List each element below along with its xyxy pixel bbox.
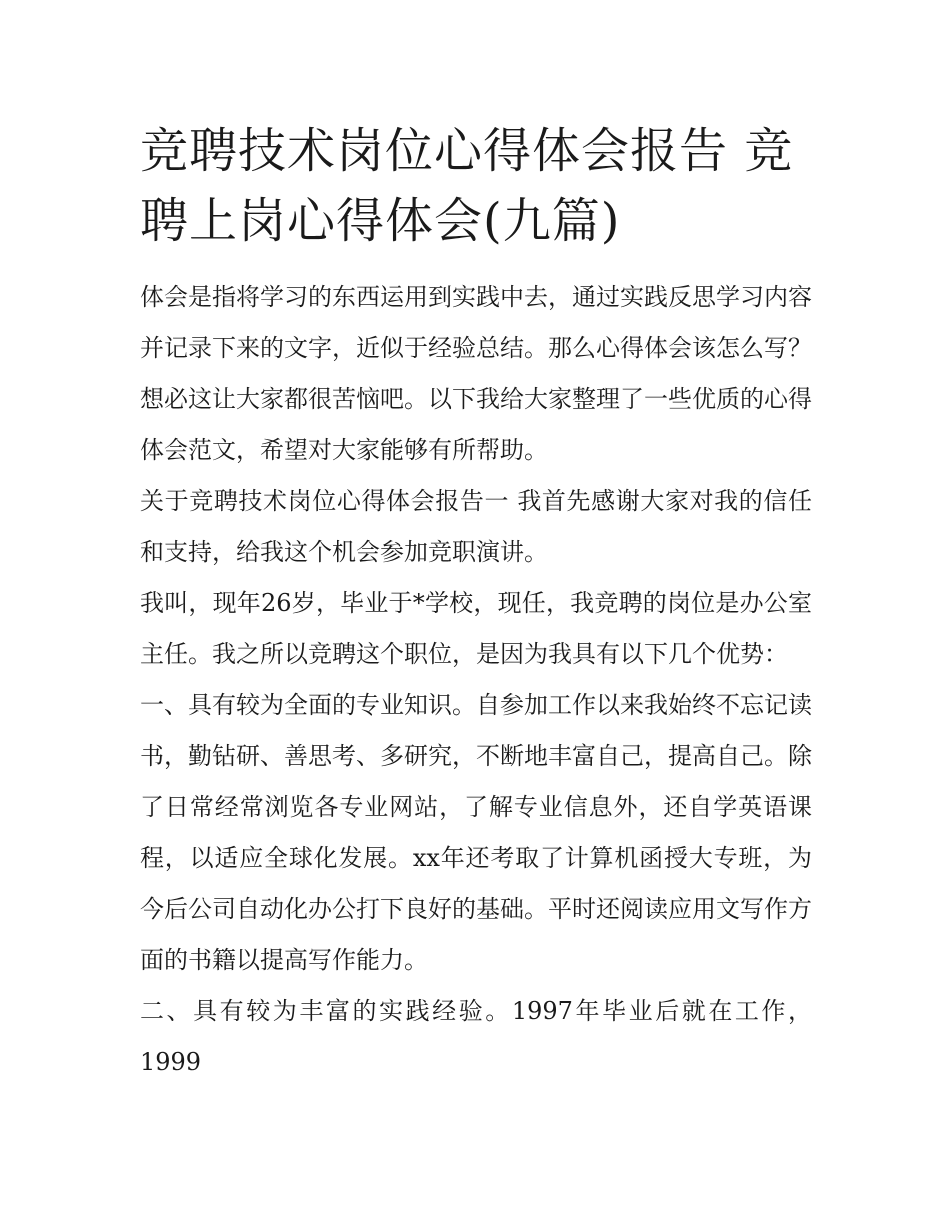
paragraph-intro: 体会是指将学习的东西运用到实践中去，通过实践反思学习内容并记录下来的文字，近似于经验总结。那么心得体会该怎么写？想必这让大家都很苦恼吧。以下我给大家整理了一些优质的心得体会范文，希望对大家能够有所帮助。 <box>140 283 812 464</box>
paragraph-report-one: 关于竞聘技术岗位心得体会报告一 我首先感谢大家对我的信任和支持，给我这个机会参加竞职演讲。 <box>140 487 812 566</box>
document-body <box>140 116 812 1088</box>
document-title: 竞聘技术岗位心得体会报告 竞聘上岗心得体会(九篇) <box>140 123 794 249</box>
paragraph-advantage-one: 一、具有较为全面的专业知识。自参加工作以来我始终不忘记读书，勤钻研、善思考、多研究，不断地丰富自己，提高自己。除了日常经常浏览各专业网站，了解专业信息外，还自学英语课程，以适应全球化发展。xx年还考取了计算机函授大专班，为今后公司自动化办公打下良好的基础。平时还阅读应用文写作方面的书籍以提高写作能力。 <box>140 691 812 974</box>
paragraph-self-intro: 我叫，现年26岁，毕业于*学校，现任，我竞聘的岗位是办公室主任。我之所以竞聘这个职位，是因为我具有以下几个优势： <box>140 589 812 668</box>
paragraph-advantage-two: 二、具有较为丰富的实践经验。1997年毕业后就在工作，1999 <box>140 997 812 1076</box>
